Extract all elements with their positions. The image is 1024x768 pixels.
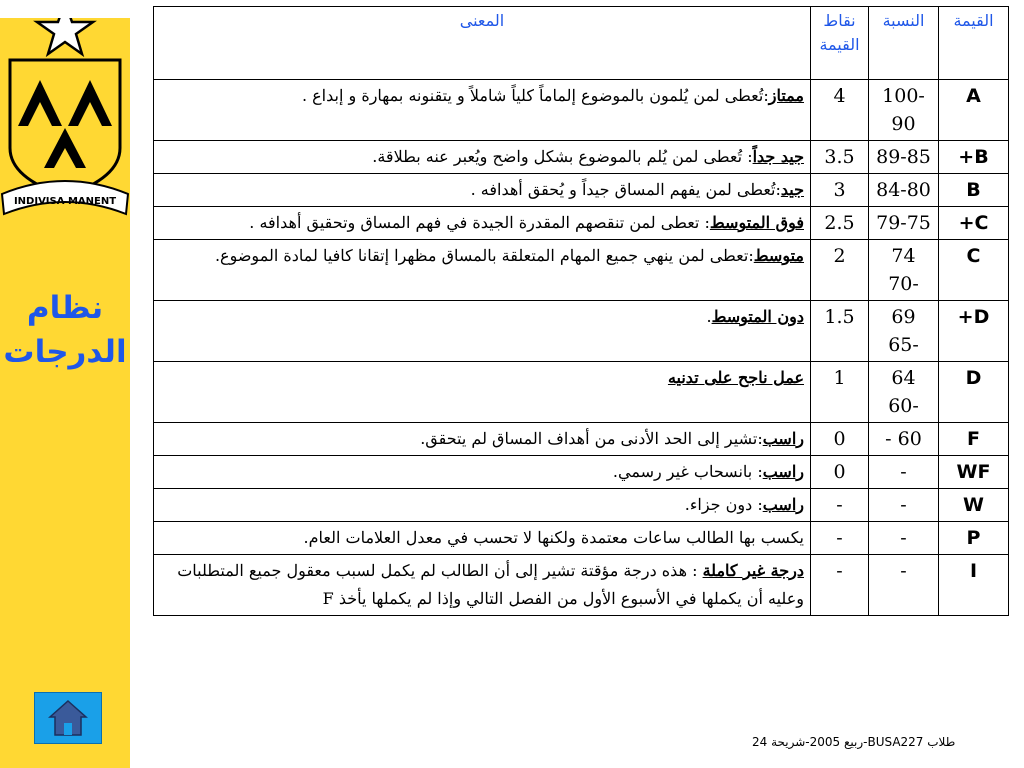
points-cell: 0 — [811, 423, 869, 456]
sidebar — [0, 18, 130, 768]
grade-description: :تُعطى لمن يفهم المساق جيداً و يُحقق أهدافه . — [470, 180, 781, 199]
home-icon — [48, 699, 88, 737]
table-row — [154, 174, 1009, 207]
grade-cell: W — [939, 489, 1009, 522]
meaning-cell — [154, 522, 811, 555]
section-title-line-2: الدرجات — [3, 334, 127, 370]
range-cell: 64 -60 — [869, 362, 939, 423]
range-cell: 60 - — [869, 423, 939, 456]
section-title — [0, 286, 130, 374]
grade-description: :تعطى لمن ينهي جميع المهام المتعلقة بالمساق مظهرا إتقانا كافيا لمادة الموضوع. — [214, 246, 754, 265]
grade-cell: C — [939, 240, 1009, 301]
points-cell: - — [811, 489, 869, 522]
header-range: النسبة — [869, 7, 939, 80]
range-cell: - — [869, 522, 939, 555]
header-row — [154, 7, 1009, 80]
table-row — [154, 80, 1009, 141]
grade-term: راسب — [762, 495, 804, 514]
grade-cell: B+ — [939, 141, 1009, 174]
grade-cell: WF — [939, 456, 1009, 489]
grade-description: : تعطى لمن تنقصهم المقدرة الجيدة في فهم المساق وتحقيق أهدافه . — [249, 213, 710, 232]
grade-cell: A — [939, 80, 1009, 141]
points-cell: 1.5 — [811, 301, 869, 362]
range-cell: 84-80 — [869, 174, 939, 207]
grade-description: : تُعطى لمن يُلم بالموضوع بشكل واضح ويُعبر عنه بطلاقة. — [372, 147, 753, 166]
table-row — [154, 456, 1009, 489]
meaning-cell — [154, 423, 811, 456]
grade-term: دون المتوسط — [711, 307, 804, 326]
table-row — [154, 301, 1009, 362]
grade-cell: I — [939, 555, 1009, 616]
grade-cell: F — [939, 423, 1009, 456]
grade-description: :تشير إلى الحد الأدنى من أهداف المساق لم يتحقق. — [420, 429, 763, 448]
grade-term: متوسط — [753, 246, 804, 265]
points-cell: 2.5 — [811, 207, 869, 240]
table-row — [154, 362, 1009, 423]
points-cell: 3 — [811, 174, 869, 207]
grade-term: فوق المتوسط — [709, 213, 804, 232]
grade-term: ممتاز — [768, 86, 804, 105]
range-cell: - — [869, 456, 939, 489]
points-cell: 3.5 — [811, 141, 869, 174]
grade-term: درجة غير كاملة — [702, 561, 804, 580]
grade-description: : بانسحاب غير رسمي. — [612, 462, 763, 481]
meaning-cell — [154, 80, 811, 141]
emblem-motto: INDIVISA MANENT — [13, 196, 117, 207]
points-cell: 1 — [811, 362, 869, 423]
meaning-cell — [154, 141, 811, 174]
grade-description: :تُعطى لمن يُلمون بالموضوع إلماماً كلياً شاملاً و يتقنونه بمهارة و إبداع . — [301, 86, 769, 105]
grade-term: عمل ناجح على تدنيه — [667, 368, 804, 387]
meaning-cell — [154, 456, 811, 489]
header-grade: القيمة — [939, 7, 1009, 80]
grade-description: : دون جزاء. — [684, 495, 763, 514]
points-cell: 0 — [811, 456, 869, 489]
points-cell: 2 — [811, 240, 869, 301]
grade-cell: B — [939, 174, 1009, 207]
grade-cell: C+ — [939, 207, 1009, 240]
range-cell: - — [869, 555, 939, 616]
grade-term: راسب — [762, 462, 804, 481]
range-cell: - — [869, 489, 939, 522]
table-row — [154, 423, 1009, 456]
meaning-cell — [154, 301, 811, 362]
slide-footer: طلاب BUSA227-ربيع 2005-شريحة 24 — [752, 735, 956, 749]
header-meaning: المعنى — [154, 7, 811, 80]
table-row — [154, 522, 1009, 555]
meaning-cell — [154, 489, 811, 522]
range-cell: 74 -70 — [869, 240, 939, 301]
meaning-cell — [154, 240, 811, 301]
meaning-cell — [154, 362, 811, 423]
points-cell: - — [811, 522, 869, 555]
meaning-cell — [154, 555, 811, 616]
section-title-line-1: نظام — [26, 290, 104, 326]
grade-term: جيد جداً — [752, 147, 804, 166]
grade-description: يكسب بها الطالب ساعات معتمدة ولكنها لا تحسب في معدل العلامات العام. — [303, 528, 804, 547]
meaning-cell — [154, 174, 811, 207]
grade-term: راسب — [762, 429, 804, 448]
points-cell: 4 — [811, 80, 869, 141]
meaning-cell — [154, 207, 811, 240]
header-points: نقاط القيمة — [811, 7, 869, 80]
table-row — [154, 240, 1009, 301]
table-row — [154, 141, 1009, 174]
grade-description: : هذه درجة مؤقتة تشير إلى أن الطالب لم يكمل لسبب معقول جميع المتطلبات وعليه أن يكملها في الأسبوع الأول من الفصل التالي وإذا لم يكملها يأخذ F — [177, 561, 804, 608]
grade-cell: D — [939, 362, 1009, 423]
range-cell: 89-85 — [869, 141, 939, 174]
home-button[interactable] — [34, 692, 102, 744]
range-cell: 79-75 — [869, 207, 939, 240]
crest-emblem-icon — [0, 18, 130, 238]
grade-term: جيد — [780, 180, 804, 199]
grade-cell: P — [939, 522, 1009, 555]
grade-table — [153, 6, 1009, 616]
grade-table-body — [154, 80, 1009, 616]
table-row — [154, 207, 1009, 240]
range-cell: 69 -65 — [869, 301, 939, 362]
points-cell: - — [811, 555, 869, 616]
grade-cell: D+ — [939, 301, 1009, 362]
range-cell: 100-90 — [869, 80, 939, 141]
table-row — [154, 489, 1009, 522]
table-row — [154, 555, 1009, 616]
grade-description: . — [706, 307, 712, 326]
